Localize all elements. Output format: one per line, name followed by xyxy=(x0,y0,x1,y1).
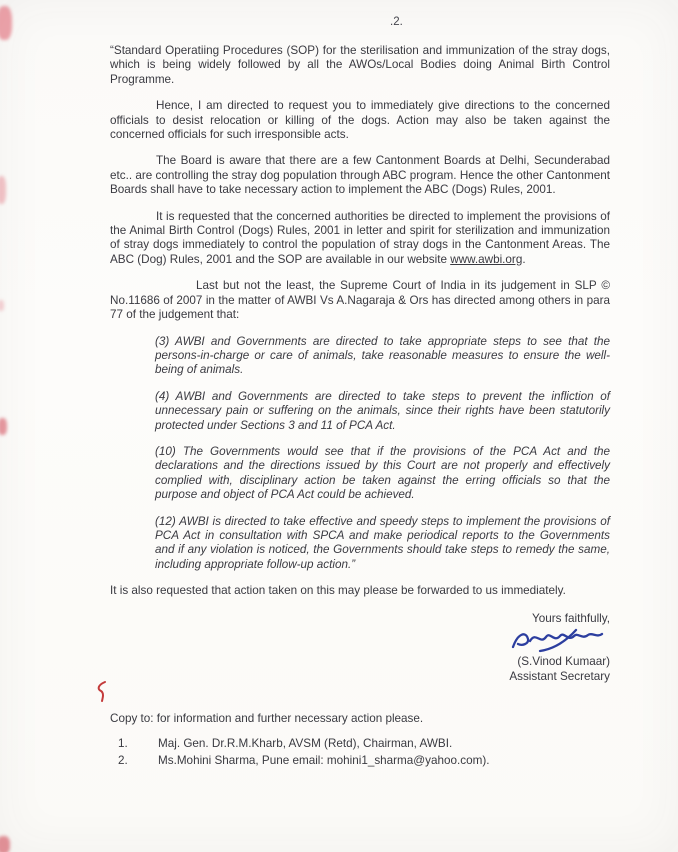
quote-para-4: (4) AWBI and Governments are directed to take steps to prevent the infliction of unnecessary pain or suffering on the animals, since their rights have been statutorily protected under Sections 3 and 11 of PCA Act. xyxy=(155,389,610,432)
copy-to-item-number: 1. xyxy=(118,736,128,750)
signatory-title: Assistant Secretary xyxy=(509,669,610,683)
copy-to-heading: Copy to: for information and further necessary action please. xyxy=(110,711,424,725)
copy-to-list xyxy=(110,737,610,769)
scan-artifact xyxy=(0,418,7,435)
scan-artifact xyxy=(0,836,10,852)
copy-to-item-text: Ms.Mohini Sharma, Pune email: mohini1_sharma@yahoo.com). xyxy=(158,754,490,768)
signature xyxy=(506,627,606,655)
paragraph-action-taken: It is also requested that action taken on this may please be forwarded to us immediately. xyxy=(110,584,566,598)
quote-para-12: (12) AWBI is directed to take effective and speedy steps to implement the provisions of PCA Act in consultation with SPCA and make periodical reports to the Governments and if any violation is noticed, the Governments should take steps to remedy the same, including appropriate follow-up action.” xyxy=(155,514,610,571)
paragraph-implement-abc xyxy=(110,210,610,268)
scan-artifact xyxy=(0,300,4,311)
paragraph-implement-abc-period: . xyxy=(522,252,526,266)
website-link[interactable]: www.awbi.org xyxy=(450,252,523,266)
signature-scribble xyxy=(506,627,606,655)
scan-artifact xyxy=(0,6,12,40)
signatory-name: (S.Vinod Kumaar) xyxy=(517,654,610,668)
closing-block xyxy=(110,611,610,684)
paragraph-supreme-court: Last but not the least, the Supreme Court of India in its judgement in SLP © No.11686 of 2007 in the matter of AWBI Vs A.Nagaraja & Ors has directed among others in para 77 of the judgement that: xyxy=(110,279,610,322)
copy-to-item xyxy=(110,754,610,769)
paragraph-sop: “Standard Operatiing Procedures (SOP) for the sterilisation and immunization of the stray dogs, which is being widely followed by all the AWOs/Local Bodies doing Animal Birth Control Programme. xyxy=(110,44,610,86)
copy-to-item-text: Maj. Gen. Dr.R.M.Kharb, AVSM (Retd), Chairman, AWBI. xyxy=(158,736,453,750)
paragraph-implement-abc-text: It is requested that the concerned authorities be directed to implement the provisions of the Animal Birth Control (Dogs) Rules, 2001 in letter and spirit for sterilization and immunization of stray dogs immediately to control the population of stray dogs in the Cantonment Areas. The ABC (Dog) Rules, 2001 and the SOP are available in our website xyxy=(110,209,610,266)
salutation: Yours faithfully, xyxy=(532,611,610,625)
red-pen-mark xyxy=(95,680,109,709)
scan-artifact xyxy=(0,176,6,204)
quote-para-3: (3) AWBI and Governments are directed to take appropriate steps to see that the persons-in-charge or care of animals, take reasonable measures to ensure the well-being of animals. xyxy=(155,334,610,377)
paragraph-request-directions: Hence, I am directed to request you to immediately give directions to the concerned officials to desist relocation or killing of the dogs. Action may also be taken against the concerned officials for such irresponsible acts. xyxy=(110,99,610,142)
page-number: .2. xyxy=(390,16,403,28)
paragraph-cantonment-boards: The Board is aware that there are a few Cantonment Boards at Delhi, Secunderabad etc.. are controlling the stray dog population through ABC program. Hence the other Cantonment Boards shall have to take necessary action to implement the ABC (Dogs) Rules, 2001. xyxy=(110,154,610,197)
copy-to-item-number: 2. xyxy=(118,754,128,768)
letter-body xyxy=(110,44,610,772)
copy-to-item xyxy=(110,737,610,752)
quote-para-10: (10) The Governments would see that if the provisions of the PCA Act and the declarations and the directions issued by this Court are not properly and effectively complied with, disciplinary action be taken against the erring officials so that the purpose and object of PCA Act could be achieved. xyxy=(155,444,610,502)
